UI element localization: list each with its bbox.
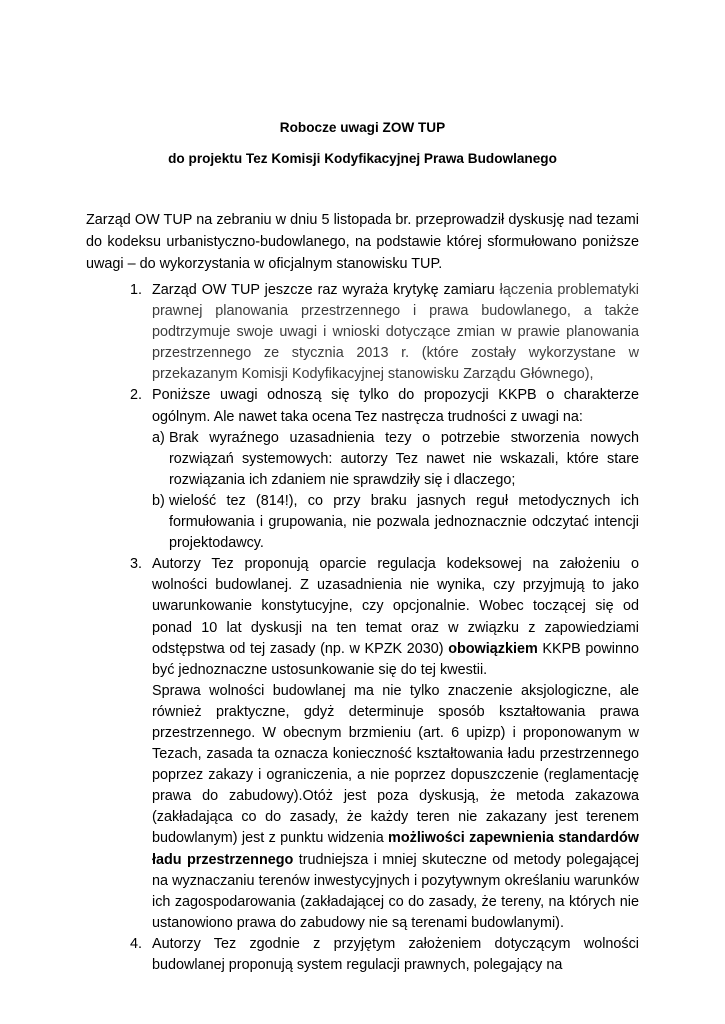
item-lead-text: Zarząd OW TUP jeszcze raz wyraża krytykę zamiaru [152,282,495,298]
remarks-list [86,280,639,976]
sublist-label: b) [152,492,165,509]
list-item-1 [86,280,639,385]
paragraph [152,554,639,681]
list-item-text [152,554,639,934]
sublist-item-a [152,428,639,491]
document-title: Robocze uwagi ZOW TUP [279,120,446,135]
intro-paragraph: Zarząd OW TUP na zebraniu w dniu 5 listopada br. przeprowadził dyskusję nad tezami do kodeksu urbanistyczno-budowlanego, na podstawie której sformułowano poniższe uwagi – do wykorzystania w oficjalnym stanowisku TUP. [86,212,639,272]
bold-text: obowiązkiem [448,640,538,657]
text-run: Autorzy Tez proponują oparcie regulacja kodeksowej na założeniu o wolności budowlanej. Z uzasadnienia nie wynika, czy przyjmują to jako uwarunkowanie konstytucyjne, czy opcjonalnie. Wobec toczącej się od ponad 10 lat dyskusji na ten temat oraz w związku z zapowiedziami odstępstwa od tej zasady (np. w KPZK 2030) [152,556,639,657]
list-number: 2. [130,387,143,404]
sublist-text: Brak wyraźnego uzasadnienia tezy o potrzebie stworzenia nowych rozwiązań systemowych: autorzy Tez nawet nie wskazali, które stare rozwiązania ich zdaniem nie sprawdziły się i dlaczego; [169,429,639,488]
sublist-text: wielość tez (814!), co przy braku jasnych reguł metodycznych ich formułowania i grupowania, nie pozwala jednoznacznie odczytać intencji projektodawcy. [169,492,639,552]
list-number: 3. [130,556,143,573]
list-number: 1. [130,282,143,298]
list-item-text: Autorzy Tez zgodnie z przyjętym założeniem dotyczącym wolności budowlanej proponują system regulacji prawnych, polegający na [152,935,639,973]
list-item-4 [86,934,639,976]
list-item-3 [86,554,639,934]
list-number: 4. [130,935,143,952]
list-item-text [152,280,639,385]
text-run: trudniejsza i mniej skuteczne od metody polegającej na wyznaczaniu terenów inwestycyjnych i pozytywnym określaniu warunków ich zagospodarowania (zakładającej co do zasady, że tereny, na których nie ustanowiono prawa do zabudowy nie są terenami budowlanymi). [152,851,640,931]
list-item-2 [86,385,639,554]
paragraph [152,681,639,934]
bold-text: możliwości zapewnienia standardów ładu przestrzennego [152,830,639,868]
text-run: KKPB powinno być jednoznaczne ustosunkowanie się do tej kwestii. [152,640,639,678]
item-rest-text: łączenia problematyki prawnej planowania przestrzennego i prawa budowlanego, a także podtrzymuje swoje uwagi i wnioski dotyczące zmian w prawie planowania przestrzennego ze stycznia 2013 r. (które zostały wykorzystane w przekazanym Komisji Kodyfikacyjnej stanowisku Zarządu Głównego), [152,282,639,383]
sublist-item-b [152,491,639,554]
document-subtitle: do projektu Tez Komisji Kodyfikacyjnej Prawa Budowlanego [168,151,557,166]
text-run: Sprawa wolności budowlanej ma nie tylko znaczenie aksjologiczne, ale również praktyczne, gdyż determinuje sposób kształtowania prawa przestrzennego. W obecnym brzmieniu (art. 6 upizp) i proponowanym w Tezach, zasada ta oznacza konieczność kształtowania ładu przestrzennego poprzez zakazy i ograniczenia, a nie poprzez dopuszczenie (reglamentację prawa do zabudowy).Otóż jest poza dyskusją, że metoda zakazowa (zakładająca co do zasady, że każdy teren nie zakazany jest terenem budowlanym) jest z punktu widzenia [152,682,639,847]
sublist-label: a) [152,429,165,446]
list-item-text: Poniższe uwagi odnoszą się tylko do propozycji KKPB o charakterze ogólnym. Ale nawet taka ocena Tez nastręcza trudności z uwagi na: [152,387,639,425]
